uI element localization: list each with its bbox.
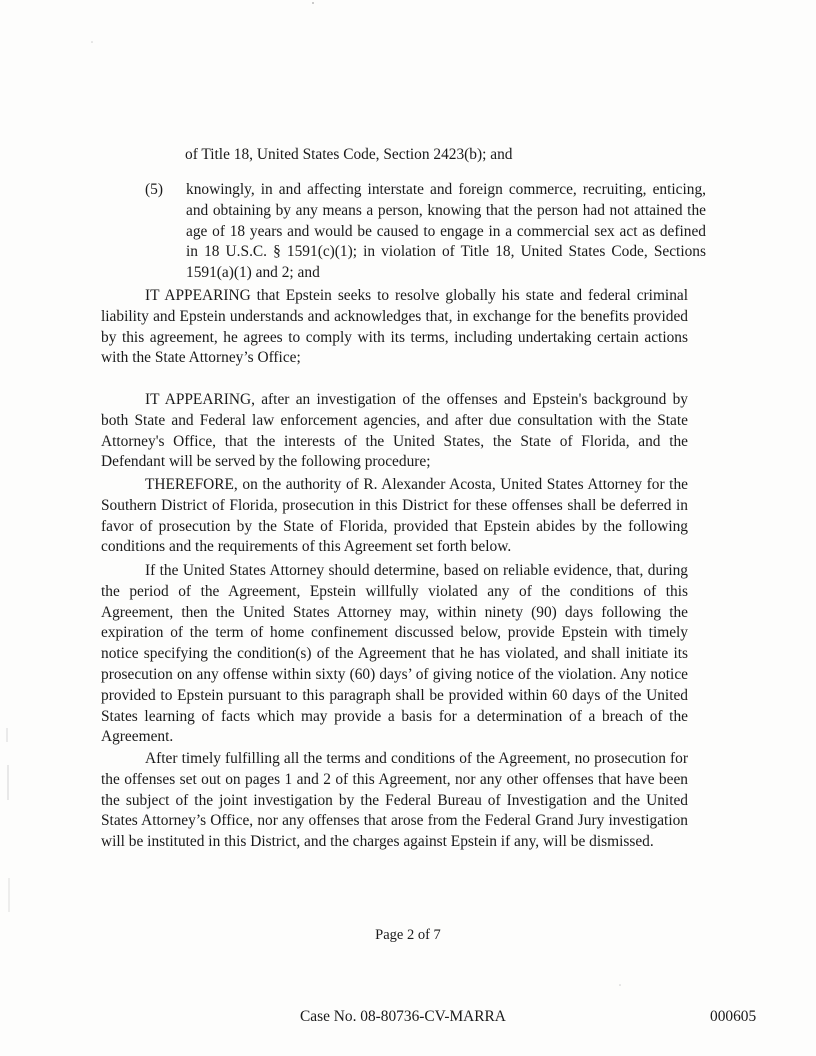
continuation-line: of Title 18, United States Code, Section 2423(b); and [185, 146, 513, 163]
paragraph-fulfillment: After timely fulfilling all the terms and conditions of the Agreement, no prosecution for the offenses set out on pages 1 and 2 of this Agreement, nor any other offenses that have been the subject of the joint investigation by the Federal Bureau of Investigation and the United States Attorney’s Office, nor any offenses that arose from the Federal Grand Jury investigation will be instituted in this District, and the charges against Epstein if any, will be dismissed. [101, 750, 688, 851]
page-number: Page 2 of 7 [375, 927, 441, 943]
case-number: Case No. 08-80736-CV-MARRA [300, 1008, 506, 1025]
paragraph-violation: If the United States Attorney should determine, based on reliable evidence, that, during the period of the Agreement, Epstein willfully violated any of the conditions of this Agreement, then the United States Attorney may, within ninety (90) days following the expiration of the term of home confinement discussed below, provide Epstein with timely notice specifying the condition(s) of the Agreement that he has violated, and shall initiate its prosecution on any offense within sixty (60) days’ of giving notice of the violation. Any notice provided to Epstein pursuant to this paragraph shall be provided within 60 days of the United States learning of facts which may provide a basis for a determination of a breach of the Agreement. [101, 562, 688, 746]
paragraph-therefore: THEREFORE, on the authority of R. Alexander Acosta, United States Attorney for the Southern District of Florida, prosecution in this District for these offenses shall be deferred in favor of prosecution by the State of Florida, provided that Epstein abides by the following conditions and the requirements of this Agreement set forth below. [101, 476, 688, 556]
bates-number: 000605 [710, 1008, 757, 1025]
paragraph-it-appearing-1: IT APPEARING that Epstein seeks to resolve globally his state and federal criminal liability and Epstein understands and acknowledges that, in exchange for the benefits provided by this agreement, he agrees to comply with its terms, including undertaking certain actions with the State Attorney’s Office; [101, 287, 688, 367]
list-item-number: (5) [145, 181, 163, 198]
list-item-text: knowingly, in and affecting interstate and foreign commerce, recruiting, enticing, and obtaining by any means a person, knowing that the person had not attained the age of 18 years and would be caused to engage in a commercial sex act as defined in 18 U.S.C. § 1591(c)(1); in violation of Title 18, United States Code, Sections 1591(a)(1) and 2; and [186, 181, 706, 282]
paragraph-it-appearing-2: IT APPEARING, after an investigation of the offenses and Epstein's background by both State and Federal law enforcement agencies, and after due consultation with the State Attorney's Office, that the interests of the United States, the State of Florida, and the Defendant will be served by the following procedure; [101, 391, 688, 471]
